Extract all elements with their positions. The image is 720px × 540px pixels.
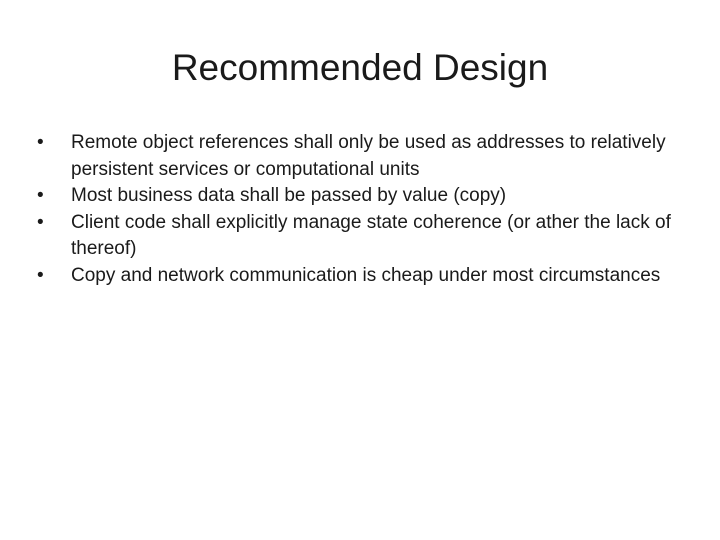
slide-title: Recommended Design (171, 47, 549, 88)
bullet-icon: • (37, 211, 44, 233)
bullet-text: Most business data shall be passed by value (copy) (71, 185, 507, 206)
bullet-item (37, 263, 677, 290)
bullet-item (37, 183, 677, 210)
bullet-item (37, 210, 677, 263)
bullet-icon: • (37, 264, 44, 286)
bullet-icon: • (37, 185, 44, 206)
bullet-text: Copy and network communication is cheap under most circumstances (71, 264, 661, 286)
bullet-text: Client code shall explicitly manage state coherence (or ather the lack of thereof) (71, 211, 671, 259)
bullet-text: Remote object references shall only be used as addresses to relatively persistent services or computational units (71, 132, 666, 180)
bullet-icon: • (37, 132, 44, 153)
bullet-item (37, 130, 677, 183)
bullet-list (37, 130, 677, 289)
